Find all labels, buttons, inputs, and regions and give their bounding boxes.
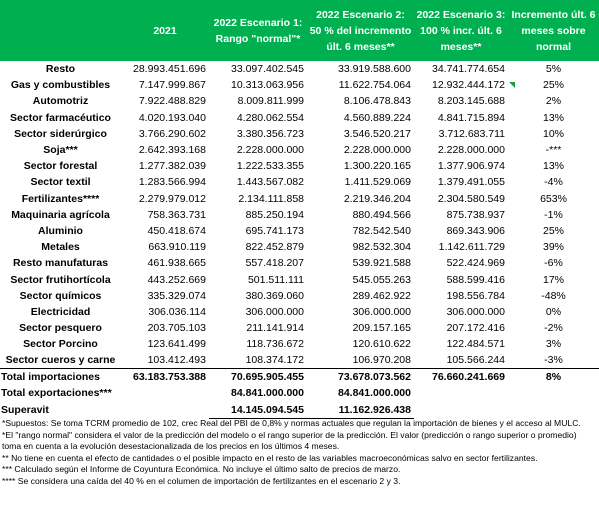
value-cell: 120.610.622	[352, 338, 411, 351]
value-cell: 207.172.416	[446, 322, 505, 335]
increment-cell: 17%	[542, 273, 564, 286]
increment-cell: 25%	[542, 224, 564, 237]
value-cell: 1.300.220.165	[343, 160, 411, 173]
value-cell	[121, 385, 209, 401]
table-row	[0, 191, 599, 207]
increment-cell: 3%	[545, 338, 562, 351]
value-cell: 3.546.520.217	[343, 127, 411, 140]
row-label: Sector químicos	[19, 289, 102, 302]
row-label: Aluminio	[38, 224, 83, 237]
value-cell: 34.741.774.654	[432, 63, 505, 76]
header-cell-scenario-1: 2022 Escenario 1: Rango "normal"*	[209, 0, 307, 61]
value-cell: 4.841.715.894	[437, 111, 505, 124]
value-cell: 380.369.060	[245, 289, 304, 302]
increment-cell: 5%	[545, 63, 562, 76]
row-label: Resto	[45, 63, 76, 76]
table-row	[0, 255, 599, 271]
value-cell: 106.970.208	[352, 354, 411, 367]
value-cell: 10.313.063.956	[231, 79, 304, 92]
table-row	[0, 61, 599, 77]
value-cell	[121, 402, 209, 419]
cell-comment-indicator	[509, 82, 515, 88]
row-label: Maquinaria agrícola	[11, 208, 110, 221]
value-cell: 3.380.356.723	[236, 127, 304, 140]
value-cell: 105.566.244	[446, 354, 505, 367]
value-cell: 782.542.540	[352, 224, 411, 237]
value-cell: 306.000.000	[352, 305, 411, 318]
value-cell: 1.277.382.039	[138, 160, 206, 173]
row-label: Soja***	[43, 144, 78, 157]
value-cell: 1.283.566.994	[138, 176, 206, 189]
row-label: Automotriz	[32, 95, 89, 108]
increment-cell	[508, 402, 599, 419]
footnote: ** No tiene en cuenta el efecto de cantidades o el posible impacto en el resto de las variables macroeconómicas salvo en sector fertilizantes.	[2, 452, 538, 463]
value-cell: 2.228.000.000	[236, 144, 304, 157]
value-cell: 122.484.571	[446, 338, 505, 351]
value-cell: 4.560.889.224	[343, 111, 411, 124]
value-cell: 2.228.000.000	[437, 144, 505, 157]
value-cell: 4.020.193.040	[138, 111, 206, 124]
increment-cell: -6%	[544, 257, 563, 270]
header-cell-increment: Incremento últ. 6 meses sobre normal	[508, 0, 599, 61]
header-cell-2021: 2021	[121, 0, 209, 61]
value-cell: 70.695.905.455	[209, 369, 307, 386]
table-row	[0, 126, 599, 142]
value-cell: 84.841.000.000	[338, 387, 411, 400]
value-cell: 14.145.094.545	[209, 402, 307, 419]
value-cell: 8.203.145.688	[437, 95, 505, 108]
row-label: Fertilizantes****	[21, 192, 100, 205]
value-cell: 875.738.937	[446, 208, 505, 221]
value-cell: 663.910.119	[148, 241, 206, 254]
table-row	[0, 174, 599, 190]
row-label: Sector pesquero	[19, 322, 102, 335]
increment-cell: -***	[545, 144, 562, 157]
increment-cell: -4%	[544, 176, 563, 189]
table-row	[0, 336, 599, 352]
value-cell: 7.922.488.829	[138, 95, 206, 108]
value-cell: 869.343.906	[446, 224, 505, 237]
value-cell: 84.841.000.000	[231, 387, 304, 400]
value-cell: 2.219.346.204	[343, 192, 411, 205]
value-cell: 2.642.393.168	[138, 144, 206, 157]
value-cell: 1.142.611.729	[438, 241, 505, 254]
value-cell: 1.443.567.082	[236, 176, 304, 189]
footnotes	[2, 418, 596, 488]
increment-cell: 0%	[545, 305, 562, 318]
value-cell: 203.705.103	[147, 322, 206, 335]
value-cell: 11.162.926.438	[307, 402, 414, 419]
table-row	[0, 207, 599, 223]
increment-cell: 13%	[542, 160, 564, 173]
value-cell: 1.377.906.974	[437, 160, 505, 173]
value-cell: 2.279.979.012	[138, 192, 206, 205]
increment-cell: 10%	[542, 127, 564, 140]
total-row	[0, 402, 599, 419]
value-cell: 545.055.263	[352, 273, 411, 286]
value-cell: 2.134.111.858	[238, 192, 304, 205]
value-cell: 557.418.207	[245, 257, 304, 270]
value-cell: 211.141.914	[246, 322, 304, 335]
increment-cell: -1%	[544, 208, 563, 221]
footnote: **** Se considera una caída del 40 % en el columen de importación de fertilizantes en el escenario 2 y 3.	[2, 475, 401, 486]
increment-cell: -3%	[544, 354, 563, 367]
value-cell: 3.712.683.711	[438, 127, 505, 140]
total-row	[0, 385, 599, 401]
increment-cell: 39%	[542, 241, 564, 254]
value-cell: 522.424.969	[446, 257, 505, 270]
value-cell: 11.622.754.064	[338, 79, 411, 92]
value-cell: 108.374.172	[245, 354, 304, 367]
value-cell: 982.532.304	[352, 241, 411, 254]
value-cell: 306.000.000	[446, 305, 505, 318]
value-cell: 73.678.073.562	[307, 369, 414, 386]
value-cell: 306.000.000	[245, 305, 304, 318]
value-cell: 63.183.753.388	[121, 369, 209, 386]
value-cell: 443.252.669	[147, 273, 206, 286]
value-cell: 209.157.165	[352, 322, 411, 335]
row-label: Metales	[41, 241, 80, 254]
row-label: Sector textil	[30, 176, 91, 189]
value-cell: 1.222.533.355	[236, 160, 304, 173]
value-cell: 2.304.580.549	[437, 192, 505, 205]
increment-cell: -48%	[541, 289, 566, 302]
value-cell: 880.494.566	[352, 208, 411, 221]
row-label: Sector siderúrgico	[14, 127, 107, 140]
header-cell-scenario-3: 2022 Escenario 3: 100 % incr. últ. 6 meses**	[414, 0, 508, 61]
value-cell: 12.932.444.172	[432, 79, 505, 92]
table-row	[0, 110, 599, 126]
value-cell: 8.009.811.999	[237, 95, 304, 108]
table-row	[0, 352, 599, 369]
increment-cell: 8%	[508, 369, 599, 386]
value-cell: 76.660.241.669	[414, 369, 508, 386]
value-cell: 123.641.499	[147, 338, 206, 351]
value-cell: 501.511.111	[247, 273, 304, 286]
table-row	[0, 304, 599, 320]
value-cell: 118.736.672	[246, 338, 304, 351]
increment-cell: -2%	[544, 322, 563, 335]
value-cell: 2.228.000.000	[343, 144, 411, 157]
table-row	[0, 93, 599, 109]
value-cell: 3.766.290.602	[138, 127, 206, 140]
value-cell: 461.938.665	[147, 257, 206, 270]
row-label: Total exportaciones***	[1, 387, 112, 400]
value-cell: 103.412.493	[147, 354, 206, 367]
row-label: Superavit	[1, 403, 49, 416]
increment-cell: 25%	[542, 79, 564, 92]
row-label: Gas y combustibles	[10, 79, 111, 92]
value-cell: 306.036.114	[148, 305, 206, 318]
table-row	[0, 142, 599, 158]
value-cell: 1.379.491.055	[437, 176, 505, 189]
value-cell: 8.106.478.843	[343, 95, 411, 108]
increment-cell: 653%	[540, 192, 567, 205]
value-cell: 4.280.062.554	[236, 111, 304, 124]
header-cell-scenario-2: 2022 Escenario 2: 50 % del incremento últ. 6 meses**	[307, 0, 414, 61]
increment-cell: 2%	[545, 95, 562, 108]
table-row	[0, 239, 599, 255]
value-cell: 28.993.451.696	[133, 63, 206, 76]
value-cell: 33.919.588.600	[338, 63, 411, 76]
header-row	[0, 0, 599, 61]
value-cell: 335.329.074	[147, 289, 206, 302]
footnote: *** Calculado según el Informe de Coyuntura Económica. No incluye el último salto de precios de marzo.	[2, 464, 401, 475]
total-row	[0, 369, 599, 386]
value-cell: 289.462.922	[352, 289, 411, 302]
footnote: *El "rango normal" considera el valor de la predicción del modelo o el rango superior de la predicción. El valor (predicción o rango superior o promedio) toma en cuenta a la evolución desestacionalizada de los precios en los últimos 4 meses.	[2, 429, 577, 452]
row-label: Resto manufaturas	[12, 257, 109, 270]
row-label: Sector cueros y carne	[5, 354, 116, 367]
row-label: Total importaciones	[0, 369, 121, 386]
table-row	[0, 320, 599, 336]
value-cell: 885.250.194	[245, 208, 304, 221]
table-row	[0, 288, 599, 304]
row-label: Sector farmacéutico	[10, 111, 111, 124]
table-row	[0, 223, 599, 239]
value-cell: 7.147.999.867	[138, 79, 206, 92]
increment-cell	[508, 385, 599, 401]
increment-cell: 13%	[542, 111, 564, 124]
value-cell: 1.411.529.069	[344, 176, 411, 189]
row-label: Sector Porcino	[23, 338, 98, 351]
footnote: *Supuestos: Se toma TCRM promedio de 102, crec Real del PBI de 0,8% y normas actuales que regulan la importación de bienes y el acceso al MULC.	[2, 418, 581, 428]
table-row	[0, 158, 599, 174]
row-label: Electricidad	[30, 305, 91, 318]
value-cell: 33.097.402.545	[231, 63, 304, 76]
header-cell-sector	[0, 0, 121, 61]
row-label: Sector frutihortícola	[10, 273, 111, 286]
value-cell: 539.921.588	[352, 257, 411, 270]
value-cell: 588.599.416	[446, 273, 505, 286]
table-row	[0, 271, 599, 287]
table-body	[0, 61, 599, 418]
value-cell: 822.452.879	[245, 241, 304, 254]
value-cell	[414, 385, 508, 401]
value-cell: 450.418.674	[147, 224, 206, 237]
row-label: Sector forestal	[23, 160, 98, 173]
value-cell	[414, 402, 508, 419]
value-cell: 198.556.784	[446, 289, 505, 302]
value-cell: 758.363.731	[147, 208, 206, 221]
value-cell: 695.741.173	[245, 224, 304, 237]
